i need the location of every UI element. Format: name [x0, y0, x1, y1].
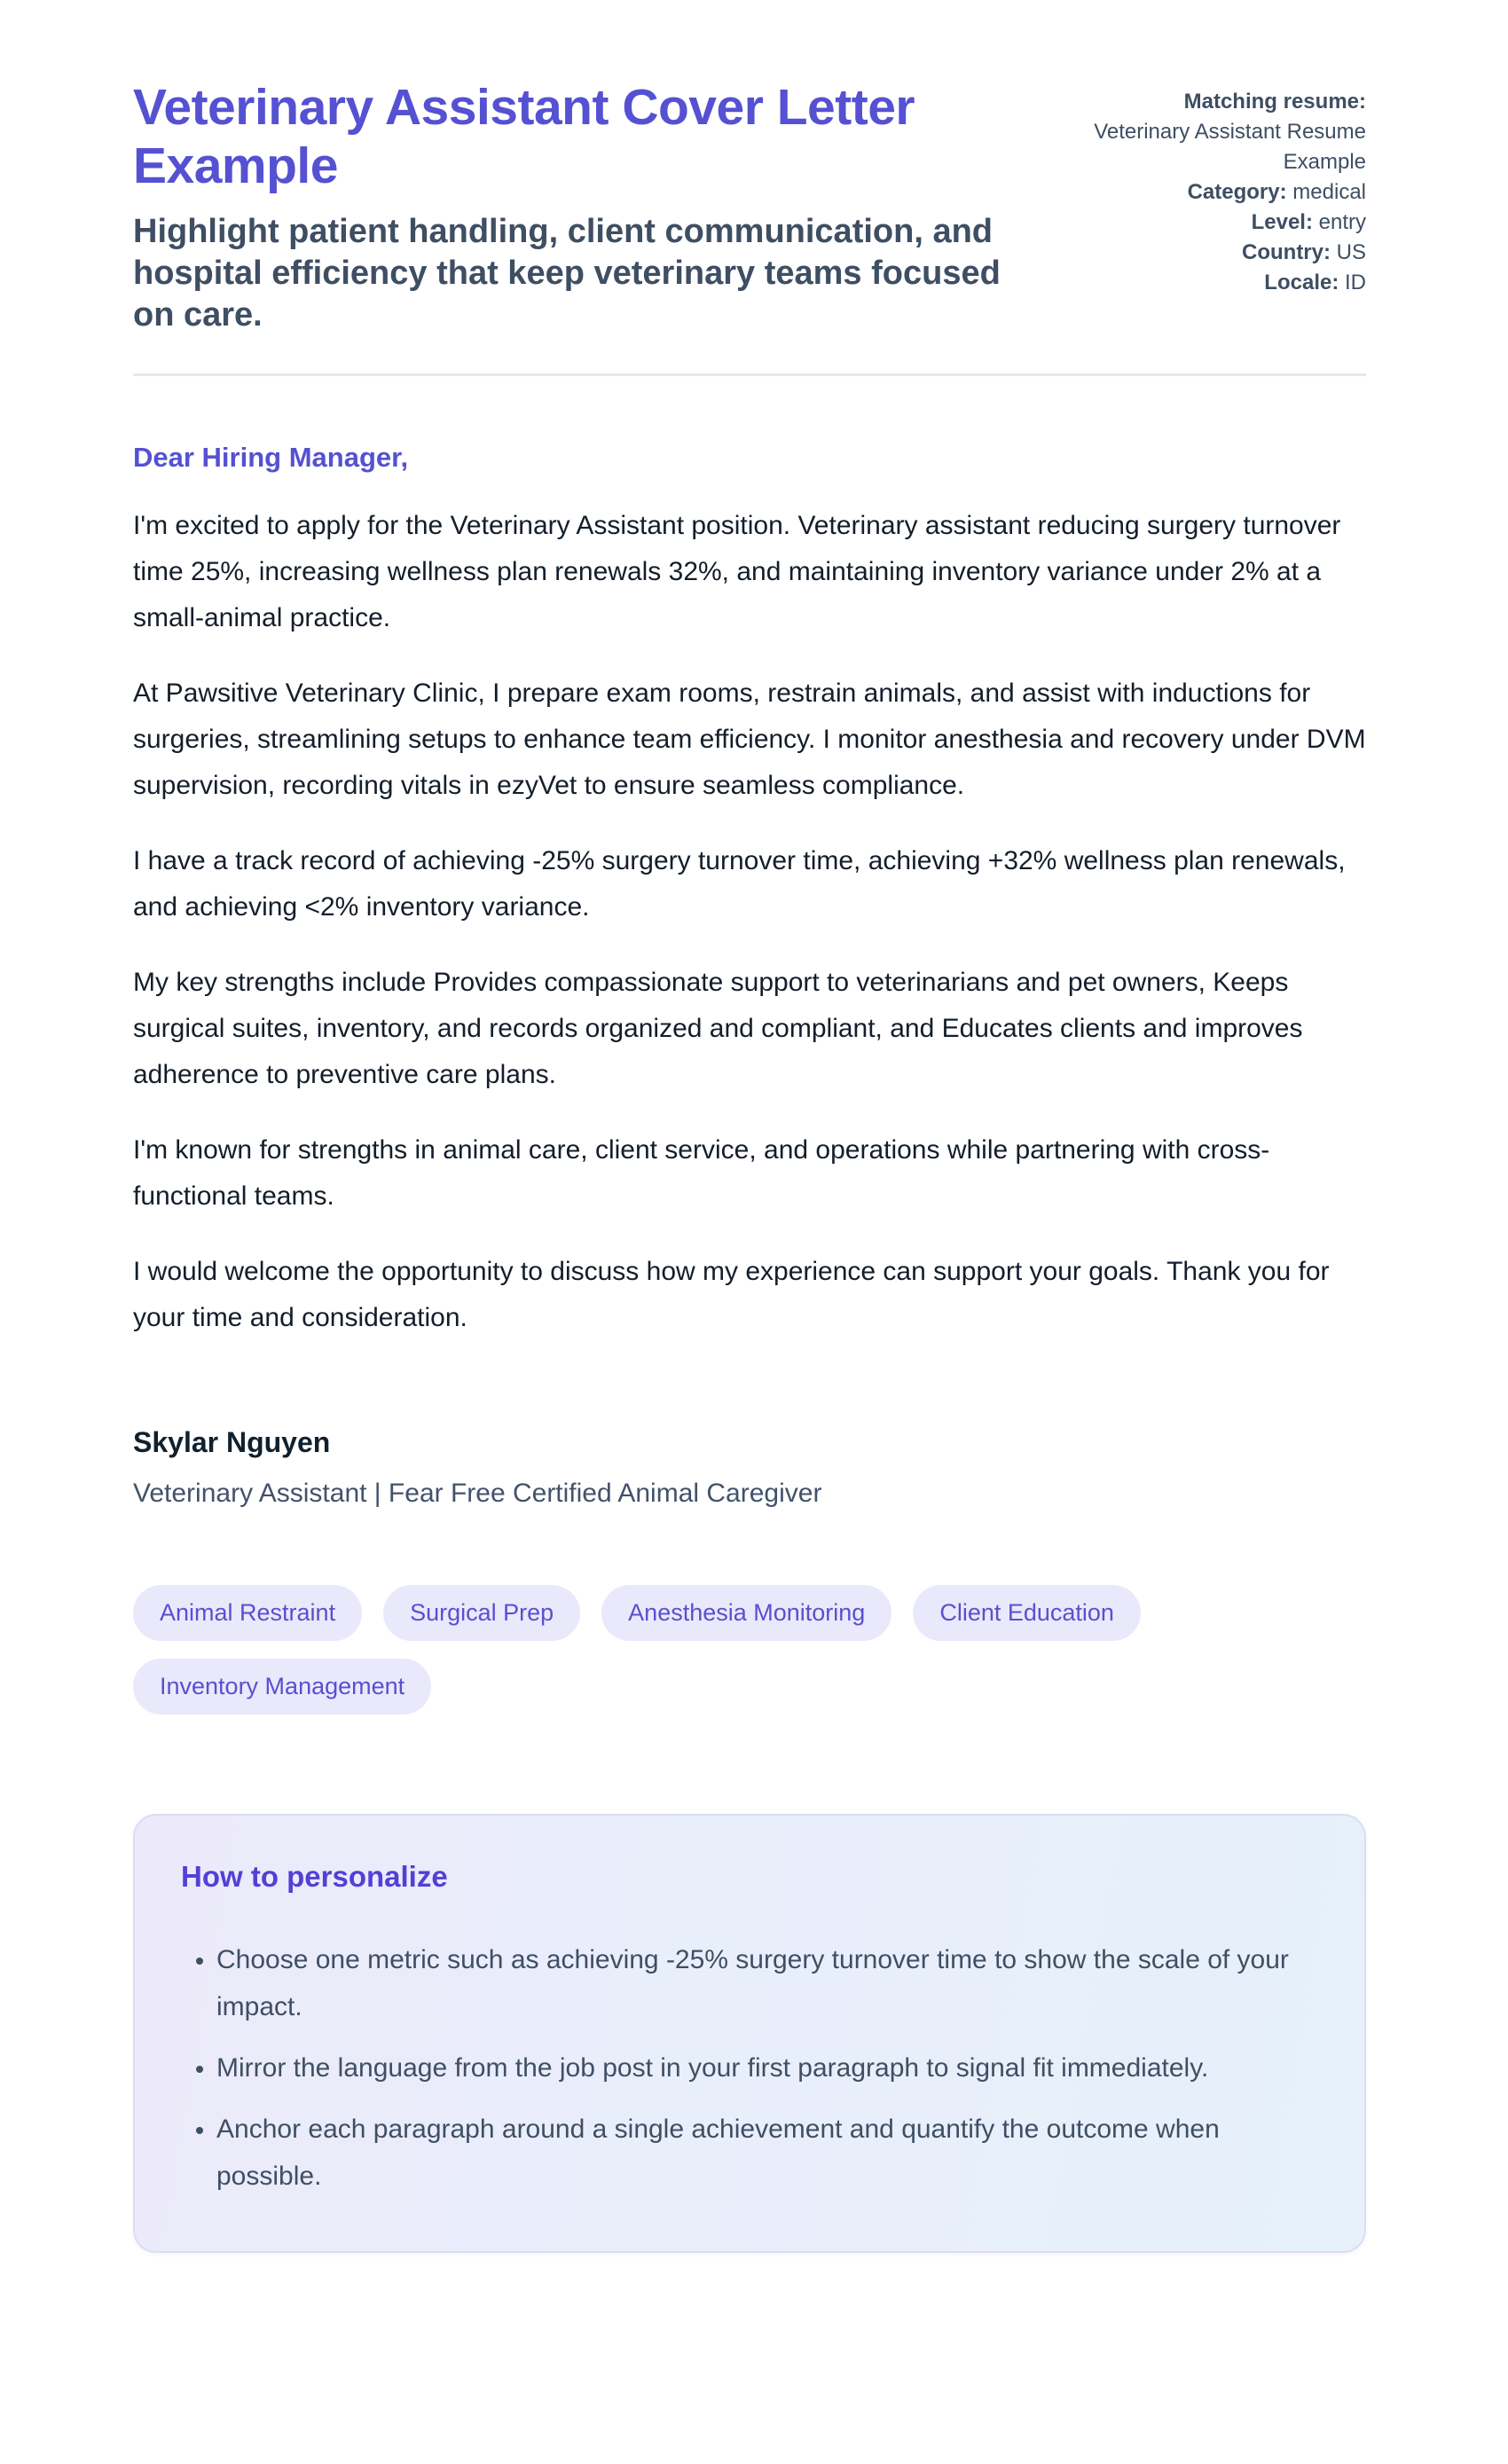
personalize-tip-list — [181, 1936, 1316, 2200]
meta-item: Matching resume: Veterinary Assistant Resume Example — [1094, 90, 1366, 174]
meta-item: Country: US — [1242, 240, 1366, 264]
letter-paragraph: My key strengths include Provides compassionate support to veterinarians and pet owners, Keeps surgical suites, inventory, and records organized and compliant, and Educates clients and improves adherence to preventive care plans. — [133, 968, 1303, 1089]
letter-paragraph: I would welcome the opportunity to discuss how my experience can support your goals. Thank you for your time and consideration. — [133, 1257, 1330, 1332]
meta-label: Matching resume: — [1183, 90, 1366, 114]
letter-body — [133, 442, 1366, 1509]
header-text-block — [133, 78, 1091, 336]
header — [133, 78, 1366, 336]
meta-item: Category: medical — [1187, 180, 1366, 204]
personalize-tip: • Mirror the language from the job post in your first paragraph to signal fit immediately. — [216, 2044, 1316, 2091]
skill-tag: Animal Restraint — [133, 1585, 362, 1641]
meta-label: Category: — [1187, 180, 1287, 204]
skill-tag: Client Education — [913, 1585, 1141, 1641]
meta-item: Locale: ID — [1264, 271, 1366, 294]
header-divider — [133, 373, 1366, 376]
personalize-tip: • Choose one metric such as achieving -25% surgery turnover time to show the scale of your impact. — [216, 1936, 1316, 2030]
personalize-tip: • Anchor each paragraph around a single achievement and quantify the outcome when possible. — [216, 2106, 1316, 2200]
page-subtitle: Highlight patient handling, client communication, and hospital efficiency that keep veterinary teams focused on care. — [133, 213, 1001, 334]
resume-meta-panel — [1091, 78, 1366, 298]
signature-role: Veterinary Assistant | Fear Free Certified Animal Caregiver — [133, 1479, 822, 1508]
meta-label: Country: — [1242, 240, 1331, 264]
skill-tag-list — [133, 1585, 1366, 1715]
page-title: Veterinary Assistant Cover Letter Example — [133, 79, 915, 194]
skill-tag: Inventory Management — [133, 1659, 431, 1715]
greeting: Dear Hiring Manager, — [133, 442, 409, 473]
meta-item: Level: entry — [1251, 210, 1366, 234]
personalize-title: How to personalize — [181, 1860, 448, 1893]
skill-tag: Surgical Prep — [383, 1585, 580, 1641]
letter-paragraph: I'm known for strengths in animal care, client service, and operations while partnering with cross-functional teams. — [133, 1135, 1270, 1211]
letter-paragraph: At Pawsitive Veterinary Clinic, I prepare exam rooms, restrain animals, and assist with inductions for surgeries, streamlining setups to enhance team efficiency. I monitor anesthesia and recovery under DVM supervision, recording vitals in ezyVet to ensure seamless compliance. — [133, 679, 1366, 800]
letter-paragraph: I'm excited to apply for the Veterinary Assistant position. Veterinary assistant reducing surgery turnover time 25%, increasing wellness plan renewals 32%, and maintaining inventory variance under 2% at a small-animal practice. — [133, 511, 1341, 632]
letter-paragraphs — [133, 503, 1366, 1341]
signature-name: Skylar Nguyen — [133, 1426, 331, 1458]
meta-label: Level: — [1251, 210, 1313, 234]
meta-label: Locale: — [1264, 271, 1339, 294]
personalize-box — [133, 1814, 1366, 2253]
letter-paragraph: I have a track record of achieving -25% surgery turnover time, achieving +32% wellness plan renewals, and achieving <2% inventory variance. — [133, 846, 1346, 922]
skill-tag: Anesthesia Monitoring — [601, 1585, 891, 1641]
